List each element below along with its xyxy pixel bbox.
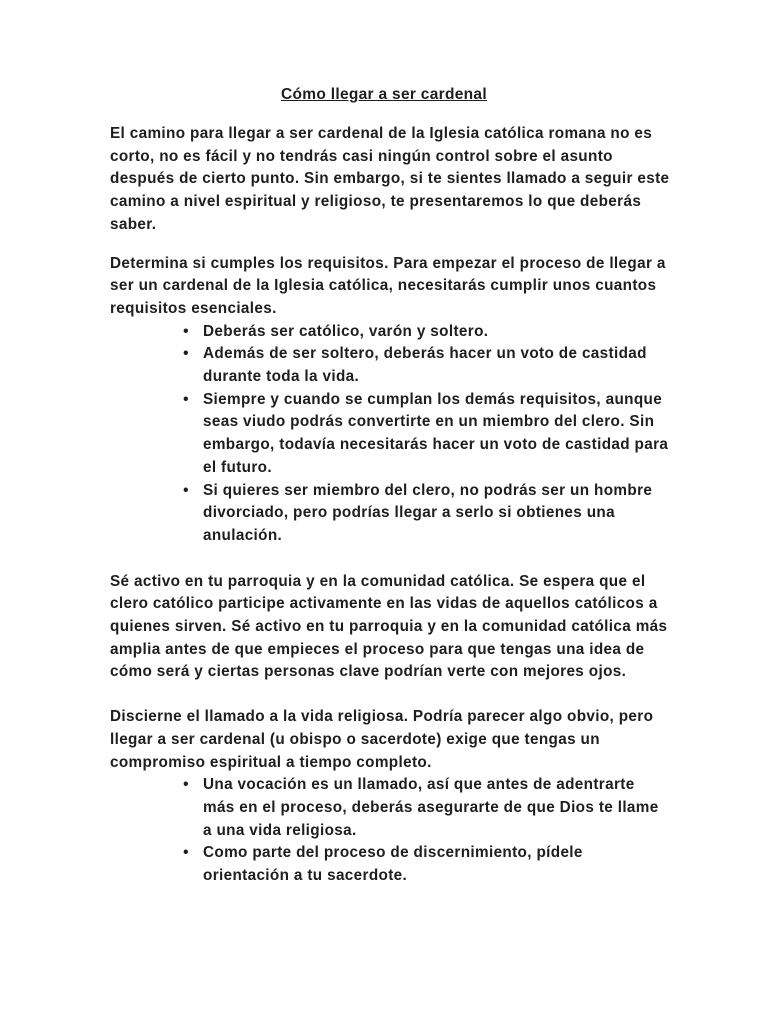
list-item-text: Si quieres ser miembro del clero, no podrás ser un hombre divorciado, pero podrías llegar a serlo si obtienes una anulación. [203, 481, 653, 544]
parish-paragraph: Sé activo en tu parroquia y en la comunidad católica. Se espera que el clero católico participe activamente en las vidas de aquellos católicos a quienes sirven. Sé activo en tu parroquia y en la comunidad católica más amplia antes de que empieces el proceso para que tengas una idea de cómo será y ciertas personas clave podrían verte con mejores ojos. [110, 572, 668, 681]
list-item-text: Además de ser soltero, deberás hacer un voto de castidad durante toda la vida. [203, 345, 647, 386]
document-title: Cómo llegar a ser cardenal [281, 86, 487, 103]
requirements-paragraph: Determina si cumples los requisitos. Para empezar el proceso de llegar a ser un cardenal de la Iglesia católica, necesitarás cumplir unos cuantos requisitos esenciales. [110, 254, 666, 317]
discernment-paragraph: Discierne el llamado a la vida religiosa. Podría parecer algo obvio, pero llegar a ser cardenal (u obispo o sacerdote) exige que tengas un compromiso espiritual a tiempo completo. [110, 708, 654, 771]
bullet-icon: • [183, 776, 189, 794]
list-item [183, 389, 670, 480]
document-body [110, 123, 670, 888]
list-item [183, 343, 670, 388]
bullet-icon: • [183, 322, 189, 340]
discernment-list [110, 774, 670, 888]
list-item-text: Una vocación es un llamado, así que antes de adentrarte más en el proceso, deberás asegurarte de que Dios te llame a una vida religiosa. [203, 776, 659, 839]
list-item-text: Deberás ser católico, varón y soltero. [203, 322, 489, 340]
list-item-text: Como parte del proceso de discernimiento, pídele orientación a tu sacerdote. [203, 844, 583, 885]
bullet-icon: • [183, 345, 189, 363]
list-item [183, 774, 670, 842]
list-item [183, 321, 670, 344]
bullet-icon: • [183, 390, 189, 408]
bullet-icon: • [183, 481, 189, 499]
intro-paragraph: El camino para llegar a ser cardenal de la Iglesia católica romana no es corto, no es fácil y no tendrás casi ningún control sobre el asunto después de cierto punto. Sin embargo, si te sientes llamado a seguir este camino a nivel espiritual y religioso, te presentaremos lo que deberás saber. [110, 125, 670, 233]
requirements-list [110, 321, 670, 548]
list-item-text: Siempre y cuando se cumplan los demás requisitos, aunque seas viudo podrás convertirte en un miembro del clero. Sin embargo, todavía necesitarás hacer un voto de castidad para el futuro. [203, 390, 669, 476]
bullet-icon: • [183, 844, 189, 862]
list-item [183, 480, 670, 548]
list-item [183, 842, 670, 887]
